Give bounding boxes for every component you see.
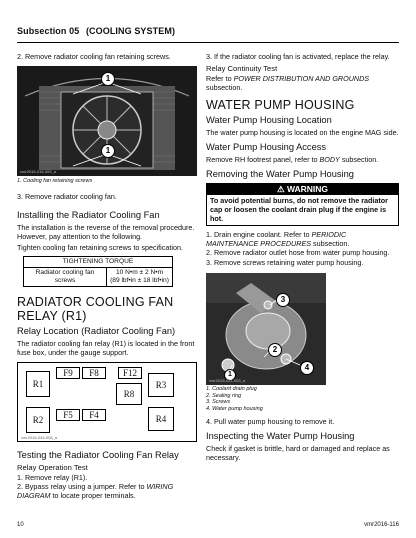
figure-number: vmr2016-044-008_a [21,434,58,440]
torque-item: Radiator cooling fan screws [24,267,107,286]
power-distribution-link[interactable]: POWER DISTRIBUTION AND GROUNDS [233,74,370,83]
subsection-heading: Relay Operation Test [17,462,88,472]
replace-relay-step: 3. If the radiator cooling fan is activated, replace the relay. [206,52,390,61]
fuse-f12: F12 [118,367,142,379]
continuity-text: Refer to [206,74,234,83]
section-heading: Water Pump Housing Access [206,142,327,152]
warning-header: ⚠ WARNING [207,184,398,195]
subsection-label: Subsection 05 [17,26,80,36]
figure-number: vmr2016-044-003_a [209,378,246,384]
remove-step-3: 3. Remove screws retaining water pump housing. [206,258,364,268]
wiring-diagram-link[interactable]: WIRING DIAGRAM [17,481,174,500]
remove-step-2: 2. Remove radiator outlet hose from water pump housing. [206,248,390,258]
op-step-2 [17,482,197,500]
op-step-1: 1. Remove relay (R1). [17,472,88,482]
cooling-fan-photo [17,66,197,176]
fuse-f8: F8 [82,367,106,379]
torque-value-metric: 10 N•m ± 2 N•m [115,268,164,276]
op-step-2-text: 2. Bypass relay using a jumper. Refer to [17,481,147,491]
fuse-f5: F5 [56,409,80,421]
left-column [17,52,197,500]
figure-caption-list [206,386,399,412]
fuse-f4: F4 [82,409,106,421]
torque-table [23,256,173,287]
relay-r4: R4 [148,407,174,431]
subsection-heading: Relay Continuity Test [206,64,278,73]
section-heading: Relay Location (Radiator Cooling Fan) [17,325,176,336]
warning-text: To avoid potential burns, do not remove the radiator cap or loosen the coolant drain plug if the engine is hot. [210,196,388,223]
callout-2: 2 [268,343,282,357]
warning-box [206,183,399,226]
caption-item: 1. Coolant drain plug [206,386,257,393]
fuse-box-diagram [17,362,197,442]
chapter-heading: WATER PUMP HOUSING [206,98,355,112]
chapter-heading: RADIATOR COOLING FAN RELAY (R1) [17,294,174,323]
relay-location-paragraph: The radiator cooling fan relay (R1) is located in the front fuse box, under the gauge support. [17,338,195,357]
right-column [206,52,399,462]
callout-1-top: 1 [101,72,115,86]
subsection-title: (COOLING SYSTEM) [85,26,176,36]
wp-location-paragraph: The water pump housing is located on the engine MAG side. [206,128,399,137]
step-remove-screws: 2. Remove radiator cooling fan retaining screws. [17,52,171,61]
page-header [17,26,175,36]
relay-r3: R3 [148,373,174,397]
remove-step-1-text: 1. Drain engine coolant. Refer to [206,230,312,240]
fuse-f9: F9 [56,367,80,379]
continuity-paragraph [206,74,399,92]
continuity-text-end: subsection. [206,83,243,92]
section-heading: Water Pump Housing Location [206,115,332,125]
callout-1: 1 [224,369,236,381]
header-rule [17,42,399,43]
caption-item: 4. Water pump housing [206,405,263,412]
relay-r8: R8 [116,383,142,405]
caption-item: 3. Screws [206,399,231,406]
step-remove-fan: 3. Remove radiator cooling fan. [17,191,117,201]
section-heading: Installing the Radiator Cooling Fan [17,209,160,220]
callout-3: 3 [276,293,290,307]
torque-value-imperial: (89 lbf•in ± 18 lbf•in) [110,276,169,284]
wp-access-text: Remove RH footrest panel, refer to [206,155,320,164]
section-heading: Testing the Radiator Cooling Fan Relay [17,449,179,460]
remove-step-4: 4. Pull water pump housing to remove it. [206,417,335,427]
callout-4: 4 [300,361,314,375]
body-link[interactable]: BODY [319,155,340,164]
torque-header: TIGHTENING TORQUE [24,256,173,267]
section-heading: Inspecting the Water Pump Housing [206,431,355,442]
document-code: vmr2016-116 [364,522,399,528]
remove-step-1-text-end: subsection. [311,239,350,249]
page-number: 10 [17,522,24,528]
install-paragraph-2: Tighten cooling fan retaining screws to specification. [17,242,183,252]
torque-value [107,267,173,286]
section-heading: Removing the Water Pump Housing [206,169,354,179]
periodic-maintenance-link[interactable]: PERIODIC MAINTENANCE PROCEDURES [206,230,347,249]
install-paragraph: The installation is the reverse of the removal procedure. However, pay attention to the following. [17,222,195,241]
figure-number: vmr2016-016-005_a [20,169,57,174]
remove-step-1 [206,230,399,248]
water-pump-photo [206,273,326,385]
callout-1-bottom: 1 [101,144,115,158]
caption-item: 2. Sealing ring [206,392,242,399]
wp-access-paragraph [206,155,399,164]
op-step-2-text-end: to locate proper terminals. [50,490,136,500]
wp-access-text-end: subsection. [339,155,379,164]
figure-caption: 1. Cooling fan retaining screws [17,178,93,184]
inspect-paragraph: Check if gasket is brittle, hard or damaged and replace as necessary. [206,444,390,463]
relay-r1: R1 [26,371,50,397]
relay-r2: R2 [26,407,50,433]
